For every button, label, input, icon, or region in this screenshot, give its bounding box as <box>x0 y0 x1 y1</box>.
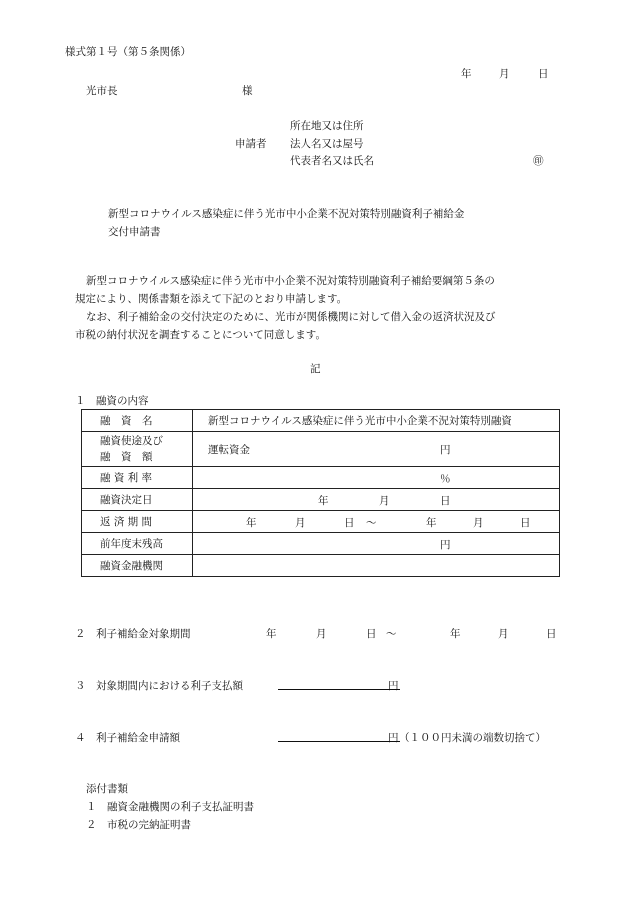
table-row <box>82 511 560 533</box>
date-month-label: 月 <box>499 68 510 80</box>
repay-start-year: 年 <box>246 517 257 529</box>
loan-rate-label: 融 資 利 率 <box>100 472 153 484</box>
table-row <box>82 533 560 555</box>
applicant-company-label: 法人名又は屋号 <box>290 138 364 150</box>
repay-end-year: 年 <box>426 517 437 529</box>
subsidy-start-year: 年 <box>266 628 277 640</box>
document-title-line1: 新型コロナウイルス感染症に伴う光市中小企業不況対策特別融資利子補給金 <box>108 208 465 220</box>
loan-rate-unit: ％ <box>440 473 451 485</box>
subsidy-start-day: 日 <box>366 628 377 640</box>
loan-purpose-value: 運転資金 <box>208 444 250 456</box>
repay-end-month: 月 <box>473 517 484 529</box>
decision-month: 月 <box>379 495 390 507</box>
body-paragraph2-line2: 市税の納付状況を調査することについて同意します。 <box>75 329 326 341</box>
attachment-item: １ 融資金融機関の利子支払証明書 <box>86 801 254 813</box>
table-row <box>82 555 560 577</box>
decision-year: 年 <box>318 495 329 507</box>
repay-end-day: 日 <box>520 517 531 529</box>
table-row <box>82 410 560 432</box>
date-year-label: 年 <box>461 68 472 80</box>
section1-heading: １ 融資の内容 <box>75 395 149 407</box>
section2-label: ２ 利子補給金対象期間 <box>75 628 191 640</box>
loan-amount-unit: 円 <box>440 444 451 456</box>
subsidy-end-month: 月 <box>498 628 509 640</box>
seal-mark: ㊞ <box>533 155 544 167</box>
table-row <box>82 467 560 489</box>
table-row <box>82 432 560 467</box>
repayment-period-label: 返 済 期 間 <box>100 516 153 528</box>
interest-paid-input-line <box>278 689 400 690</box>
form-number: 様式第１号（第５条関係） <box>65 46 191 58</box>
application-amount-input-line <box>278 741 400 742</box>
addressee-honorific: 様 <box>242 85 253 97</box>
document-title-line2: 交付申請書 <box>108 226 161 238</box>
application-amount-unit: 円 <box>388 732 399 744</box>
rounding-note: （１００円未満の端数切捨て） <box>399 732 546 744</box>
date-day-label: 日 <box>538 68 549 80</box>
loan-name-label: 融 資 名 <box>100 415 153 427</box>
body-paragraph2-line1: なお、利子補給金の交付決定のために、光市が関係機関に対して借入金の返済状況及び <box>86 311 496 323</box>
loan-decision-date-label: 融資決定日 <box>100 494 153 506</box>
repay-start-month: 月 <box>295 517 306 529</box>
applicant-address-label: 所在地又は住所 <box>290 120 364 132</box>
subsidy-end-year: 年 <box>450 628 461 640</box>
prev-year-balance-unit: 円 <box>440 539 451 551</box>
applicant-label: 申請者 <box>235 138 267 150</box>
subsidy-start-month: 月 <box>316 628 327 640</box>
table-row <box>82 489 560 511</box>
body-paragraph1-line2: 規定により、関係書類を添えて下記のとおり申請します。 <box>75 293 348 305</box>
body-paragraph1-line1: 新型コロナウイルス感染症に伴う光市中小企業不況対策特別融資利子補給要綱第５条の <box>86 275 495 287</box>
applicant-representative-label: 代表者名又は氏名 <box>290 155 374 167</box>
subsidy-tilde: ～ <box>386 628 397 640</box>
loan-amount-label: 融 資 額 <box>100 451 153 463</box>
interest-paid-unit: 円 <box>388 680 399 692</box>
prev-year-balance-label: 前年度末残高 <box>100 538 163 550</box>
ki-marker: 記 <box>310 363 321 375</box>
attachment-item: ２ 市税の完納証明書 <box>86 819 191 831</box>
section3-label: ３ 対象期間内における利子支払額 <box>75 680 243 692</box>
repay-start-day: 日 <box>344 517 355 529</box>
addressee-name: 光市長 <box>86 85 118 97</box>
loan-purpose-label: 融資使途及び <box>100 435 163 447</box>
loan-details-table <box>81 409 560 577</box>
lending-institution-value <box>193 555 560 577</box>
lending-institution-label: 融資金融機関 <box>100 560 163 572</box>
subsidy-end-day: 日 <box>546 628 557 640</box>
attachments-heading: 添付書類 <box>86 783 128 795</box>
loan-name-value: 新型コロナウイルス感染症に伴う光市中小企業不況対策特別融資 <box>208 415 512 427</box>
repay-tilde: ～ <box>366 517 377 529</box>
section4-label: ４ 利子補給金申請額 <box>75 732 180 744</box>
decision-day: 日 <box>440 495 451 507</box>
